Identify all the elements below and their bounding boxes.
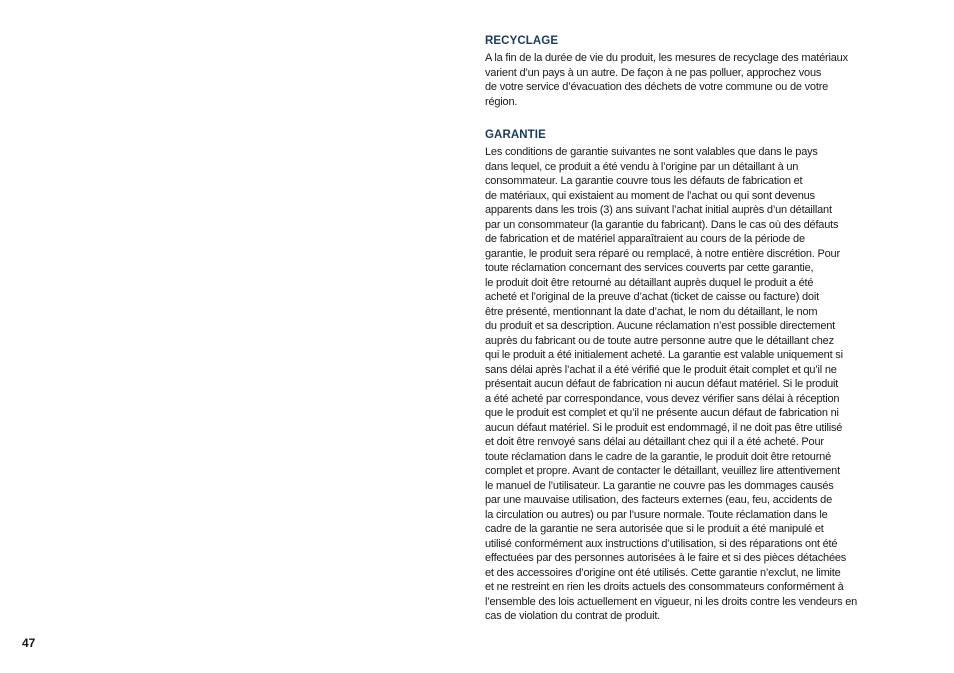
paragraph-line: du produit et sa description. Aucune réclamation n’est possible directement — [485, 320, 836, 332]
paragraph-line: acheté et l’original de la preuve d’achat (ticket de caisse ou facture) doit — [485, 291, 819, 303]
paragraph-line: complet et propre. Avant de contacter le détaillant, veuillez lire attentivement — [485, 465, 840, 477]
garantie-section — [485, 127, 925, 624]
garantie-heading: GARANTIE — [485, 129, 546, 141]
paragraph-line: et ne restreint en rien les droits actuels des consommateurs conformément à — [485, 581, 844, 593]
paragraph-line: consommateur. La garantie couvre tous les défauts de fabrication et — [485, 175, 803, 187]
paragraph-line: par un consommateur (la garantie du fabricant). Dans le cas où des défauts — [485, 218, 839, 231]
paragraph-line: le manuel de l’utilisateur. La garantie ne couvre pas les dommages causés — [485, 479, 834, 492]
paragraph-line: garantie, le produit sera réparé ou remplacé, à notre entière discrétion. Pour — [485, 247, 840, 260]
paragraph-line: être présenté, mentionnant la date d’achat, le nom du détaillant, le nom — [485, 305, 818, 318]
paragraph-line: toute réclamation concernant des services couverts par cette garantie, — [485, 262, 814, 274]
paragraph-line: dans lequel, ce produit a été vendu à l’origine par un détaillant à un — [485, 160, 799, 173]
paragraph-line: de votre service d’évacuation des déchets de votre commune ou de votre — [485, 81, 829, 93]
paragraph-line: varient d’un pays à un autre. De façon à ne pas polluer, approchez vous — [485, 66, 822, 79]
paragraph-line: le produit doit être retourné au détaillant auprès duquel le produit a été — [485, 276, 814, 289]
paragraph-line: de fabrication et de matériel apparaîtraient au cours de la période de — [485, 233, 805, 245]
paragraph-line: auprès du fabricant ou de toute autre personne autre que le détaillant chez — [485, 334, 834, 347]
paragraph-line: et doit être renvoyé sans délai au détaillant chez qui il a été acheté. Pour — [485, 436, 824, 448]
text-column — [485, 33, 925, 642]
paragraph-line: la circulation ou autres) ou par l’usure normale. Toute réclamation dans le — [485, 508, 828, 521]
paragraph-line: a été acheté par correspondance, vous devez vérifier sans délai à réception — [485, 392, 840, 405]
paragraph-line: par une mauvaise utilisation, des facteurs externes (eau, feu, accidents de — [485, 494, 832, 506]
paragraph-line: que le produit est complet et qu’il ne présente aucun défaut de fabrication ni — [485, 407, 839, 419]
recyclage-section — [485, 33, 925, 109]
paragraph-line: qui le produit a été initialement acheté. La garantie est valable uniquement si — [485, 349, 843, 361]
recyclage-heading: RECYCLAGE — [485, 35, 559, 47]
paragraph-line: région. — [485, 95, 518, 108]
recyclage-body — [485, 51, 925, 109]
paragraph-line: sans délai après l’achat il a été vérifié que le produit était complet et qu’il ne — [485, 363, 837, 376]
page-number: 47 — [22, 636, 36, 650]
paragraph-line: effectuées par des personnes autorisées à le faire et si des pièces détachées — [485, 552, 847, 564]
paragraph-line: cadre de la garantie ne sera autorisée que si le produit a été manipulé et — [485, 523, 824, 535]
paragraph-line: toute réclamation dans le cadre de la garantie, le produit doit être retourné — [485, 450, 831, 463]
paragraph-line: l’ensemble des lois actuellement en vigueur, ni les droits contre les vendeurs en — [485, 595, 858, 608]
paragraph-line: apparents dans les trois (3) ans suivant l’achat initial auprès d’un détaillant — [485, 204, 832, 216]
paragraph-line: présentait aucun défaut de fabrication ni aucun défaut matériel. Si le produit — [485, 378, 839, 390]
garantie-body — [485, 145, 925, 624]
paragraph-line: de matériaux, qui existaient au moment de l’achat ou qui sont devenus — [485, 189, 815, 202]
paragraph-line: aucun défaut matériel. Si le produit est endommagé, il ne doit pas être utilisé — [485, 421, 843, 434]
paragraph-line: Les conditions de garantie suivantes ne sont valables que dans le pays — [485, 146, 818, 158]
paragraph-line: et des accessoires d’origine ont été utilisés. Cette garantie n’exclut, ne limite — [485, 566, 841, 579]
paragraph-line: cas de violation du contrat de produit. — [485, 610, 661, 622]
paragraph-line: utilisé conformément aux instructions d’utilisation, si des réparations ont été — [485, 537, 838, 550]
paragraph-line: A la fin de la durée de vie du produit, les mesures de recyclage des matériaux — [485, 52, 848, 64]
